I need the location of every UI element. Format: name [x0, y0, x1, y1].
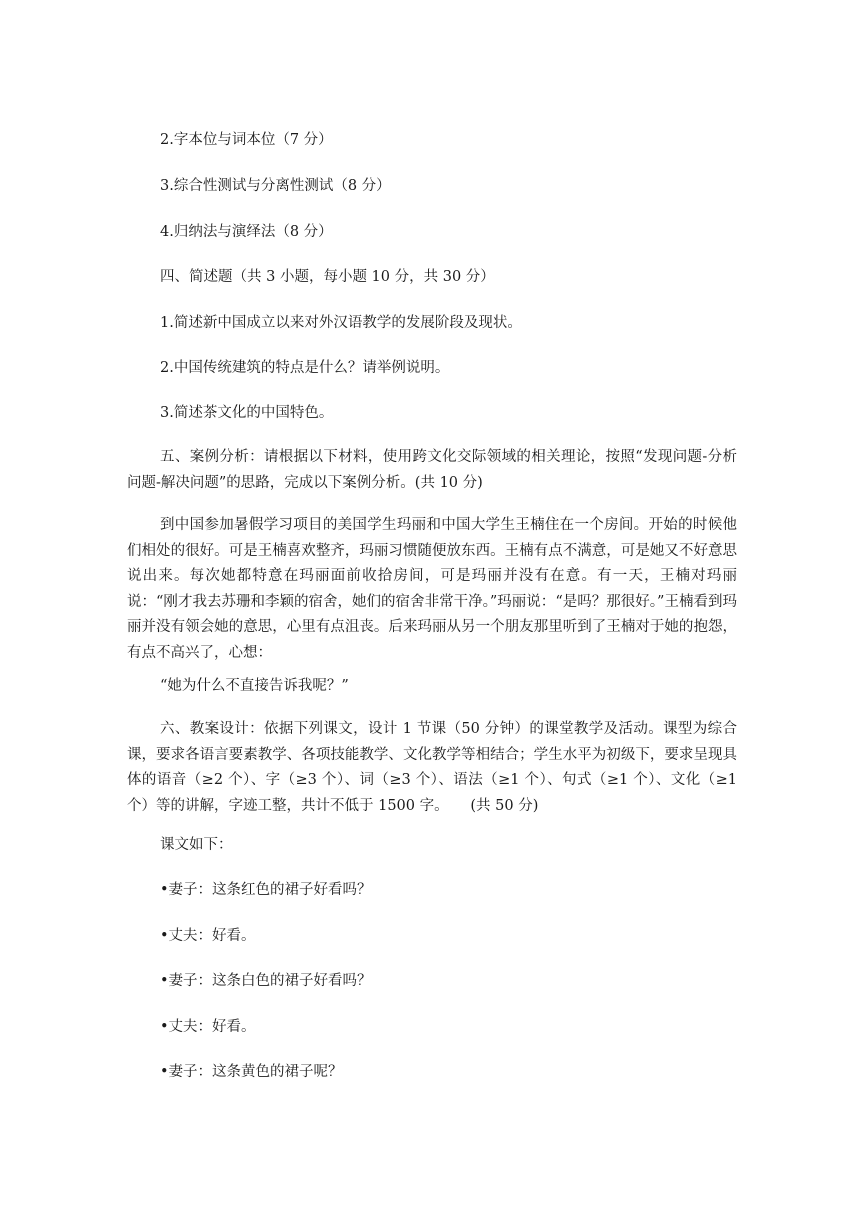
question-item-2: 2.中国传统建筑的特点是什么？请举例说明。 — [160, 360, 450, 376]
section-4-heading: 四、简述题（共 3 小题，每小题 10 分，共 30 分） — [160, 269, 495, 285]
question-item-1: 1.简述新中国成立以来对外汉语教学的发展阶段及现状。 — [160, 315, 522, 331]
section-5-heading: 五、案例分析：请根据以下材料，使用跨文化交际领域的相关理论，按照“发现问题-分析问题-解决问题”的思路，完成以下案例分析。(共 10 分) — [127, 449, 737, 491]
question-item-3: 3.简述茶文化的中国特色。 — [160, 405, 334, 421]
dialogue-line: •丈夫：好看。 — [160, 928, 256, 944]
text-intro: 课文如下： — [160, 837, 233, 853]
term-item-2: 2.字本位与词本位（7 分） — [160, 132, 333, 148]
dialogue-line: •妻子：这条白色的裙子好看吗？ — [160, 973, 372, 989]
case-story: 到中国参加暑假学习项目的美国学生玛丽和中国大学生王楠住在一个房间。开始的时候他们相处的很好。可是王楠喜欢整齐，玛丽习惯随便放东西。王楠有点不满意，可是她又不好意思说出来。每次她都特意在玛丽面前收拾房间，可是玛丽并没有在意。有一天，王楠对玛丽说：“刚才我去苏珊和李颖的宿舍，她们的宿舍非常干净。”玛丽说：“是吗？那很好。”王楠看到玛丽并没有领会她的意思，心里有点沮丧。后来玛丽从另一个朋友那里听到了王楠对于她的抱怨，有点不高兴了，心想： — [127, 517, 737, 661]
dialogue-line: •妻子：这条红色的裙子好看吗？ — [160, 882, 372, 898]
dialogue-line: •丈夫：好看。 — [160, 1019, 256, 1035]
case-quote: “她为什么不直接告诉我呢？” — [160, 678, 349, 694]
section-6-heading: 六、教案设计：依据下列课文，设计 1 节课（50 分钟）的课堂教学及活动。课型为综合课，要求各语言要素教学、各项技能教学、文化教学等相结合；学生水平为初级下，要求呈现具体的语音（≥2 个）、字（≥3 个）、词（≥3 个）、语法（≥1 个）、句式（≥1 个）、文化（≥1 个）等的讲解，字迹工整，共计不低于 1500 字。 (共 50 分) — [127, 721, 737, 814]
term-item-4: 4.归纳法与演绎法（8 分） — [160, 224, 333, 240]
term-item-3: 3.综合性测试与分离性测试（8 分） — [160, 178, 391, 194]
dialogue-line: •妻子：这条黄色的裙子呢？ — [160, 1064, 343, 1080]
